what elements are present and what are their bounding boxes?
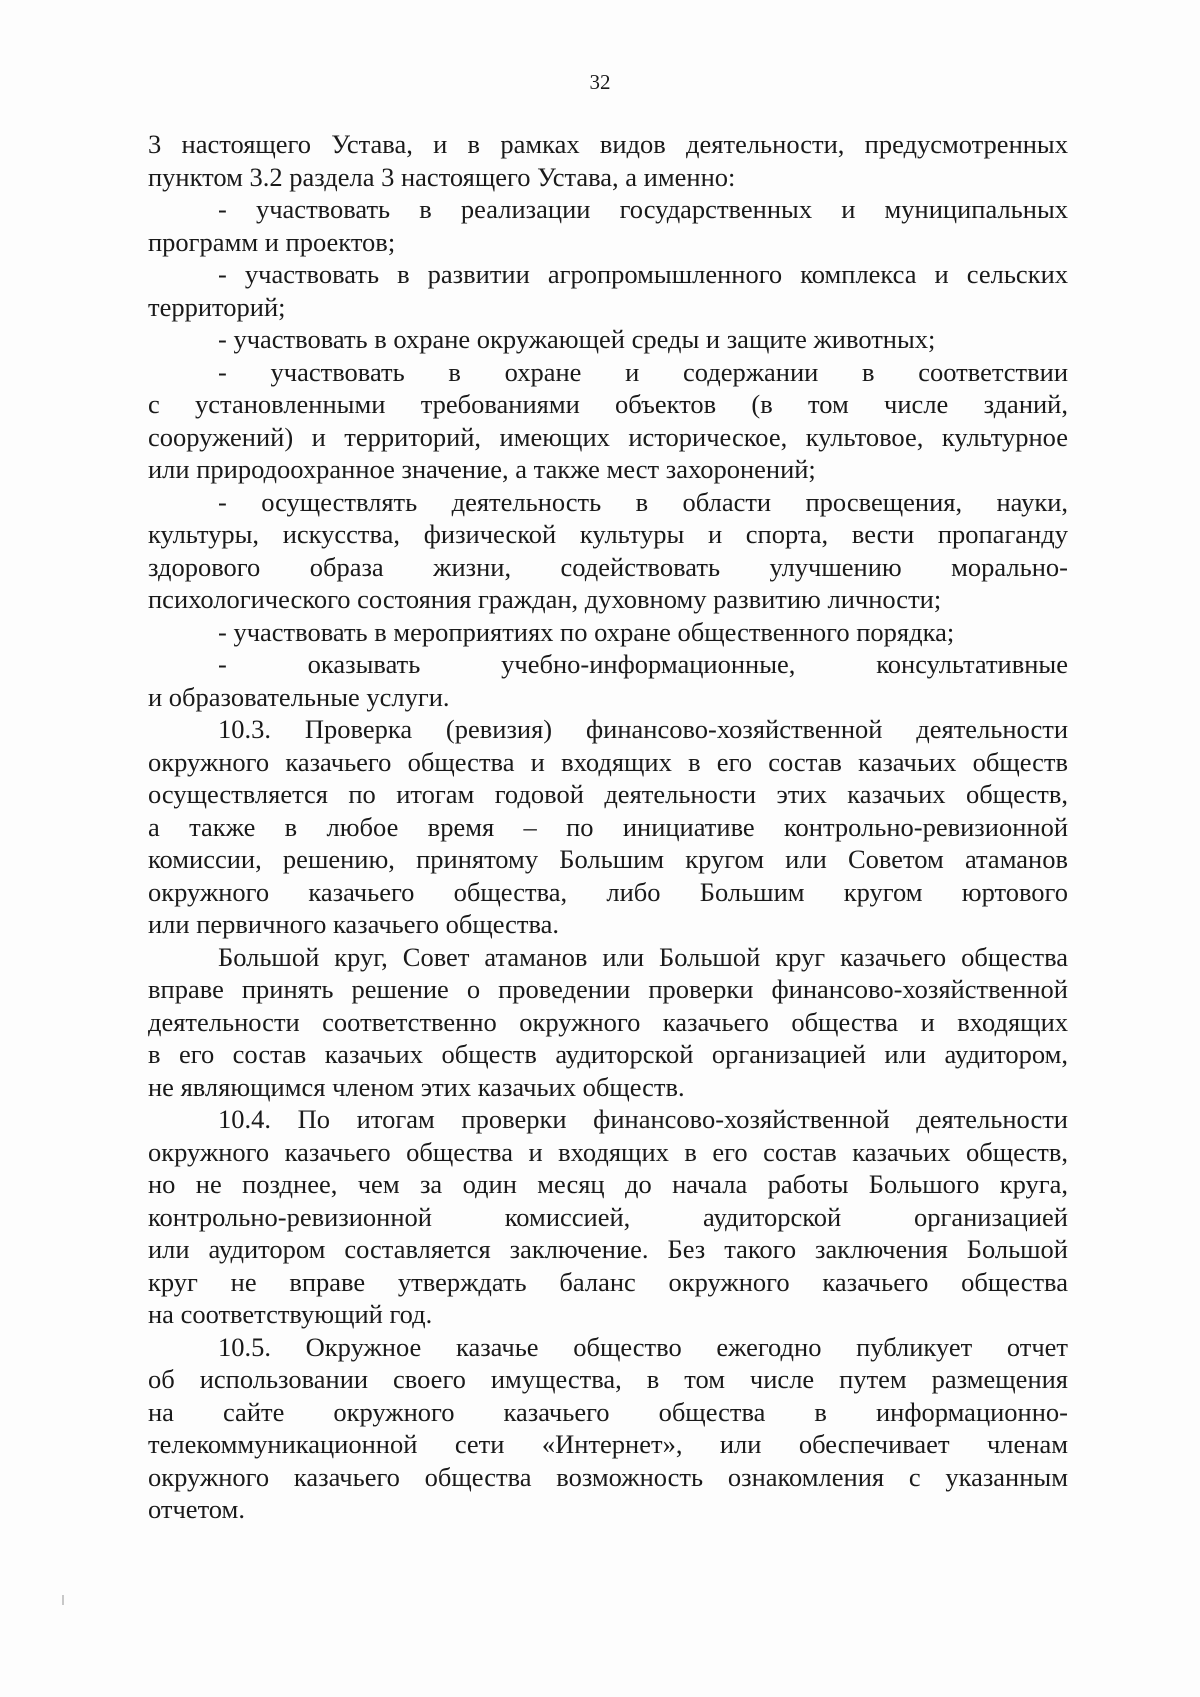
text-line: территорий; (148, 291, 286, 322)
text-line: об использовании своего имущества, в том числе путем размещения (148, 1364, 1068, 1394)
text-line: 10.4. По итогам проверки финансово-хозяйственной деятельности (218, 1104, 1068, 1134)
text-line: окружного казачьего общества, либо Большим кругом юртового (148, 876, 1068, 907)
text-line: 10.3. Проверка (ревизия) финансово-хозяйственной деятельности (218, 714, 1068, 744)
text-line: но не позднее, чем за один месяц до начала работы Большого круга, (148, 1169, 1068, 1199)
text-line: - участвовать в реализации государственных и муниципальных (218, 194, 1068, 224)
text-line: - участвовать в охране окружающей среды и защите животных; (218, 324, 936, 354)
text-line: или первичного казачьего общества. (148, 909, 560, 939)
text-line: программ и проектов; (148, 226, 396, 257)
text-line: контрольно-ревизионной комиссией, аудиторской организацией (148, 1201, 1068, 1232)
text-line: пунктом 3.2 раздела 3 настоящего Устава, а именно: (148, 161, 736, 192)
text-line: телекоммуникационной сети «Интернет», или обеспечивает членам (148, 1429, 1068, 1459)
text-line: на сайте окружного казачьего общества в информационно- (148, 1396, 1068, 1427)
text-line: культуры, искусства, физической культуры и спорта, вести пропаганду (148, 519, 1068, 549)
text-line: - осуществлять деятельность в области просвещения, науки, (218, 486, 1068, 517)
text-line: окружного казачьего общества возможность ознакомления с указанным (148, 1461, 1068, 1492)
text-line: 10.5. Окружное казачье общество ежегодно публикует отчет (218, 1331, 1068, 1362)
text-line: на соответствующий год. (148, 1299, 433, 1329)
text-line: - участвовать в развитии агропромышленного комплекса и сельских (218, 259, 1068, 289)
text-line: Большой круг, Совет атаманов или Большой круг казачьего общества (218, 941, 1068, 972)
text-line: отчетом. (148, 1494, 245, 1524)
page-number: 32 (589, 70, 611, 94)
text-line: окружного казачьего общества и входящих в его состав казачьих обществ (148, 746, 1068, 777)
scan-mark (62, 1595, 64, 1605)
document-body (148, 128, 1068, 1526)
text-line: - оказывать учебно-информационные, консультативные (218, 649, 1068, 679)
text-line: не являющимся членом этих казачьих обществ. (148, 1071, 685, 1102)
text-line: здорового образа жизни, содействовать улучшению морально- (148, 551, 1068, 582)
text-line: - участвовать в охране и содержании в соответствии (218, 356, 1068, 387)
text-line: 3 настоящего Устава, и в рамках видов деятельности, предусмотренных (148, 129, 1068, 159)
text-line: психологического состояния граждан, духовному развитию личности; (148, 584, 942, 614)
text-line: осуществляется по итогам годовой деятельности этих казачьих обществ, (148, 779, 1068, 809)
text-line: сооружений) и территорий, имеющих историческое, культовое, культурное (148, 421, 1068, 452)
text-line: и образовательные услуги. (148, 681, 450, 712)
text-line: в его состав казачьих обществ аудиторской организацией или аудитором, (148, 1039, 1068, 1069)
text-line: - участвовать в мероприятиях по охране общественного порядка; (218, 616, 955, 647)
text-line: с установленными требованиями объектов (в том числе зданий, (148, 389, 1068, 419)
text-line: вправе принять решение о проведении проверки финансово-хозяйственной (148, 974, 1068, 1004)
text-line: или природоохранное значение, а также мест захоронений; (148, 454, 816, 484)
text-line: деятельности соответственно окружного казачьего общества и входящих (148, 1006, 1068, 1037)
text-line: или аудитором составляется заключение. Без такого заключения Большой (148, 1234, 1068, 1264)
text-line: а также в любое время – по инициативе контрольно-ревизионной (148, 811, 1068, 842)
text-line: круг не вправе утверждать баланс окружного казачьего общества (148, 1266, 1068, 1297)
text-line: комиссии, решению, принятому Большим кругом или Советом атаманов (148, 844, 1068, 874)
text-line: окружного казачьего общества и входящих в его состав казачьих обществ, (148, 1136, 1068, 1167)
